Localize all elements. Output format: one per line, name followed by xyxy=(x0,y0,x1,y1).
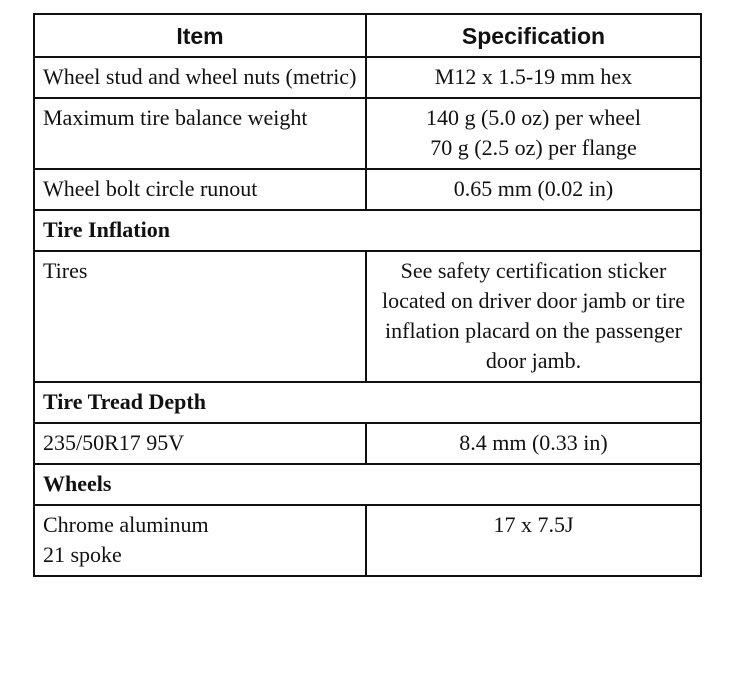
table-row xyxy=(34,57,701,98)
spec-cell: M12 x 1.5-19 mm hex xyxy=(366,57,701,98)
table-row xyxy=(34,251,701,382)
spec-cell: 17 x 7.5J xyxy=(366,505,701,576)
table-row xyxy=(34,423,701,464)
section-title: Tire Inflation xyxy=(34,210,701,251)
table-header-row xyxy=(34,14,701,57)
section-row xyxy=(34,210,701,251)
item-cell: Wheel bolt circle runout xyxy=(34,169,366,210)
table-row xyxy=(34,98,701,169)
item-cell: 235/50R17 95V xyxy=(34,423,366,464)
spec-cell: 0.65 mm (0.02 in) xyxy=(366,169,701,210)
item-cell: Tires xyxy=(34,251,366,382)
specification-table xyxy=(33,13,702,577)
section-row xyxy=(34,464,701,505)
spec-cell: See safety certification sticker located on driver door jamb or tire inflation placard on the passenger door jamb. xyxy=(366,251,701,382)
item-cell: Chrome aluminum 21 spoke xyxy=(34,505,366,576)
section-title: Tire Tread Depth xyxy=(34,382,701,423)
column-header-specification: Specification xyxy=(366,14,701,57)
item-cell: Maximum tire balance weight xyxy=(34,98,366,169)
spec-cell: 140 g (5.0 oz) per wheel 70 g (2.5 oz) per flange xyxy=(366,98,701,169)
column-header-item: Item xyxy=(34,14,366,57)
table-row xyxy=(34,505,701,576)
section-title: Wheels xyxy=(34,464,701,505)
item-cell: Wheel stud and wheel nuts (metric) xyxy=(34,57,366,98)
section-row xyxy=(34,382,701,423)
spec-cell: 8.4 mm (0.33 in) xyxy=(366,423,701,464)
table-row xyxy=(34,169,701,210)
